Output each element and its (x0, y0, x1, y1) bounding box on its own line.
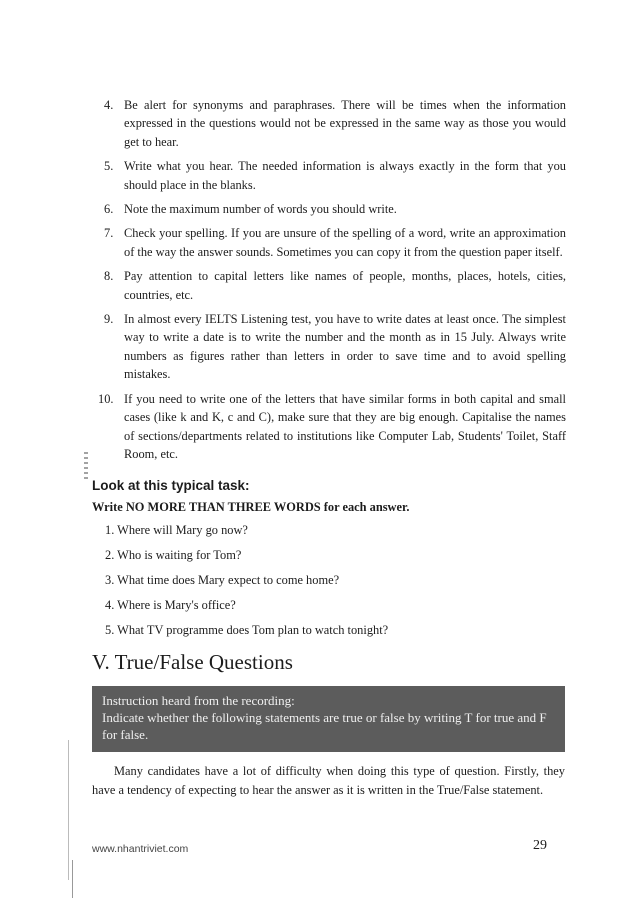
tips-list (98, 96, 566, 469)
task-question: 3. What time does Mary expect to come home? (105, 573, 340, 587)
body-paragraph: Many candidates have a lot of difficulty when doing this type of question. Firstly, they have a tendency of expecting to hear the answer as it is written in the True/False statement. (92, 764, 565, 797)
tip-item (104, 310, 566, 384)
tip-text: Pay attention to capital letters like names of people, months, places, hotels, cities, countries, etc. (124, 269, 566, 302)
tip-item (104, 96, 566, 151)
tip-number: 10. (98, 391, 114, 406)
recording-instruction-box (92, 686, 565, 752)
task-question: 2. Who is waiting for Tom? (105, 548, 242, 562)
tip-number: 5. (104, 159, 114, 174)
tip-text: Check your spelling. If you are unsure of the spelling of a word, write an approximation of the way the answer sounds. Sometimes you can copy it from the question paper itself. (124, 226, 566, 259)
task-title: Look at this typical task: (92, 478, 250, 493)
tip-number: 9. (104, 312, 114, 327)
binding-margin-line (68, 740, 69, 880)
page-number: 29 (533, 838, 547, 853)
instruction-text: Indicate whether the following statements are true or false by writing T for true and F for false. (102, 710, 547, 742)
footer-url: www.nhantriviet.com (92, 843, 189, 855)
task-question: 5. What TV programme does Tom plan to watch tonight? (105, 623, 389, 637)
task-question: 1. Where will Mary go now? (105, 523, 248, 537)
tip-item (98, 390, 566, 464)
tip-number: 6. (104, 202, 114, 217)
tip-number: 4. (104, 98, 114, 112)
tip-number: 8. (104, 269, 114, 284)
tip-item (104, 224, 566, 261)
instruction-header: Instruction heard from the recording: (102, 693, 295, 708)
tip-item (104, 267, 566, 304)
tip-text: Be alert for synonyms and paraphrases. There will be times when the information expressed in the questions would not be expressed in the same way as those you would get to hear. (124, 98, 566, 149)
tip-item (104, 157, 566, 194)
section-heading: V. True/False Questions (92, 650, 293, 674)
tip-text: Write what you hear. The needed information is always exactly in the form that you should place in the blanks. (124, 159, 566, 192)
scan-artifact (84, 452, 88, 482)
typical-task (92, 478, 562, 647)
binding-margin-line (72, 860, 73, 898)
tip-text: Note the maximum number of words you should write. (124, 202, 397, 217)
task-instruction: Write NO MORE THAN THREE WORDS for each answer. (92, 500, 410, 514)
tip-number: 7. (104, 226, 114, 241)
tip-item (104, 200, 566, 218)
task-question: 4. Where is Mary's office? (105, 598, 236, 612)
tip-text: If you need to write one of the letters that have similar forms in both capital and small cases (like k and K, c and C), make sure that they are big enough. Capitalise the names of sections/departments related to institutions like Computer Lab, Students' Toilet, Staff Room, etc. (124, 391, 566, 461)
tip-text: In almost every IELTS Listening test, you have to write dates at least once. The simplest way to write a date is to write the number and the month as in 15 July. Always write numbers as figures rather than letters in order to save time and to avoid spelling mistakes. (124, 312, 566, 382)
